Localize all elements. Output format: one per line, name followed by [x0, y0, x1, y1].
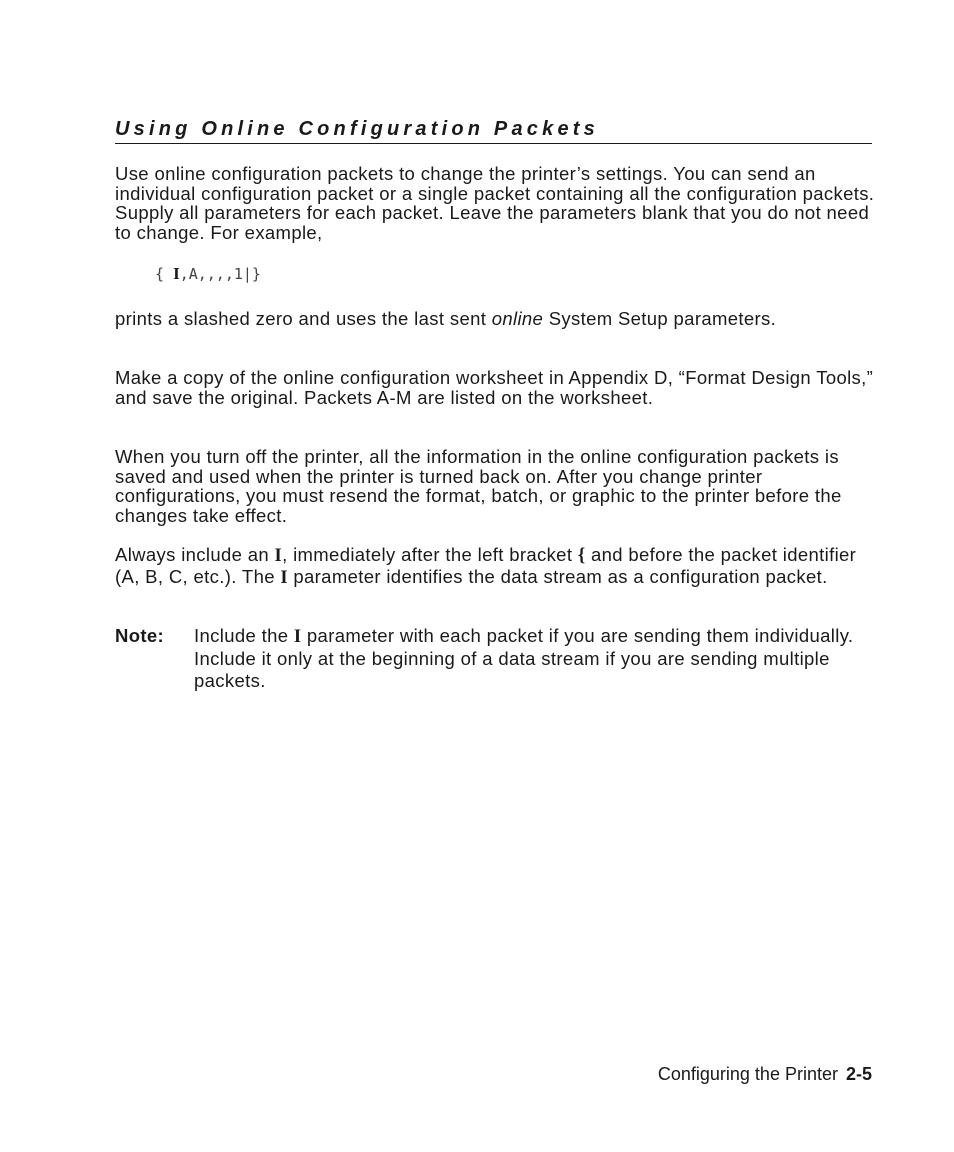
power-off-paragraph: When you turn off the printer, all the information in the online configuration packets is saved and used when the printer is turned back on. After you change printer configurations, you must resend the format, batch, or graphic to the printer before the changes take effect. [115, 446, 842, 527]
p5-text-c: and before the packet identifier (A, B, C, etc.). The [115, 544, 857, 587]
p2-text-a: prints a slashed zero and uses the last sent [115, 308, 492, 329]
footer-title: Configuring the Printer [657, 1064, 838, 1084]
code-i-param: I [173, 264, 180, 283]
code-example [155, 264, 261, 284]
p5-i-param-2: I [280, 567, 288, 588]
example-explanation-paragraph [115, 309, 875, 329]
note-text [194, 625, 874, 692]
section-heading: Using Online Configuration Packets [115, 116, 872, 144]
page-footer [658, 1064, 872, 1085]
p5-text-b: , immediately after the left bracket [282, 544, 578, 565]
p5-text-d: parameter identifies the data stream as a configuration packet. [287, 565, 828, 587]
p5-text-a: Always include an [115, 544, 275, 565]
note-text-b: parameter with each packet if you are sending them individually. Include it only at the beginning of a data stream if you are sending multiple packets. [194, 625, 854, 691]
code-open: { [155, 265, 174, 283]
worksheet-paragraph: Make a copy of the online configuration worksheet in Appendix D, “Format Design Tools,” and save the original. Packets A-M are listed on the worksheet. [115, 367, 874, 408]
code-rest: ,A,,,,1|} [179, 265, 261, 283]
p2-emphasis: online [491, 308, 544, 329]
page-number: 2-5 [845, 1064, 872, 1084]
p2-text-b: System Setup parameters. [543, 308, 777, 329]
note-text-a: Include the [194, 625, 294, 646]
p5-left-brace: { [577, 546, 586, 566]
intro-paragraph: Use online configuration packets to change the printer’s settings. You can send an individual configuration packet or a single packet containing all the configuration packets. Supply all parameters for each packet. Leave the parameters blank that you do not need to change. For example, [115, 163, 875, 244]
note-label: Note: [115, 625, 165, 646]
p5-i-param: I [274, 546, 283, 566]
include-i-paragraph [115, 545, 875, 588]
note-i-param: I [293, 627, 302, 647]
